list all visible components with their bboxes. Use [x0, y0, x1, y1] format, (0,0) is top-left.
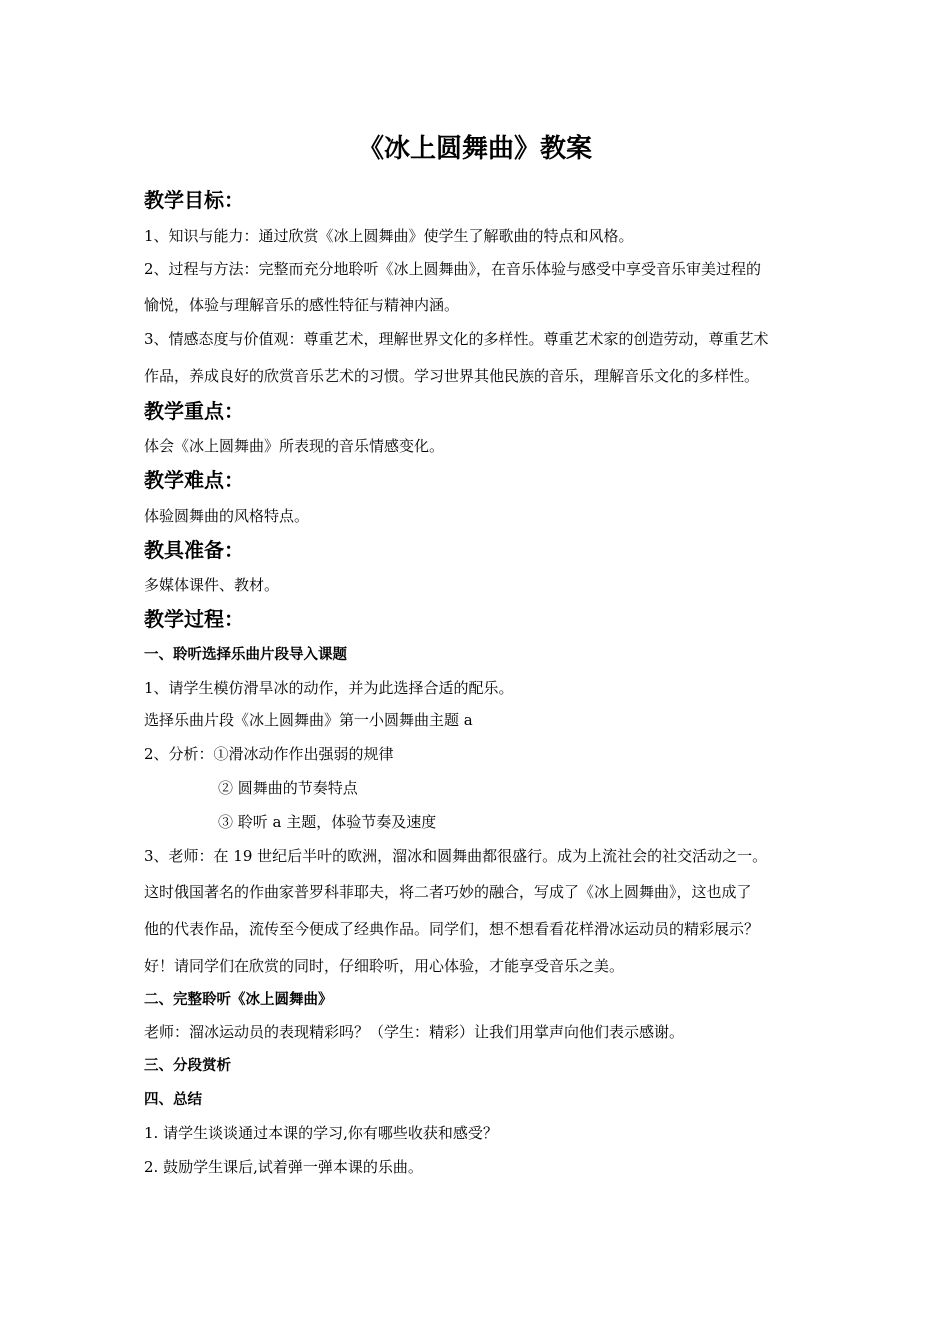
heading-process: 教学过程： — [144, 607, 244, 631]
process-part-1-line-7: 这时俄国著名的作曲家普罗科菲耶夫，将二者巧妙的融合，写成了《冰上圆舞曲》，这也成了 — [144, 883, 752, 901]
heading-materials: 教具准备： — [144, 538, 244, 562]
difficulties-text: 体验圆舞曲的风格特点。 — [144, 507, 310, 525]
process-part-1-line-9: 好！请同学们在欣赏的同时，仔细聆听，用心体验，才能享受音乐之美。 — [144, 957, 625, 975]
key-points-text: 体会《冰上圆舞曲》所表现的音乐情感变化。 — [144, 437, 445, 455]
heading-difficulties: 教学难点： — [144, 468, 244, 492]
process-part-1-line-8: 他的代表作品，流传至今便成了经典作品。同学们，想不想看看花样滑冰运动员的精彩展示？ — [144, 920, 760, 938]
goals-line-2a: 2、过程与方法：完整而充分地聆听《冰上圆舞曲》，在音乐体验与感受中享受音乐审美过程的 — [144, 260, 762, 278]
process-part-4-line-2: 2. 鼓励学生课后,试着弹一弹本课的乐曲。 — [144, 1158, 423, 1176]
goals-line-3a: 3、情感态度与价值观：尊重艺术，理解世界文化的多样性。尊重艺术家的创造劳动，尊重艺术 — [144, 330, 769, 348]
process-part-4-line-1: 1. 请学生谈谈通过本课的学习,你有哪些收获和感受？ — [144, 1124, 498, 1142]
process-part-1-line-4: ② 圆舞曲的节奏特点 — [218, 779, 358, 797]
goals-line-1: 1、知识与能力：通过欣赏《冰上圆舞曲》使学生了解歌曲的特点和风格。 — [144, 227, 634, 245]
process-part-1-heading: 一、聆听选择乐曲片段导入课题 — [144, 647, 347, 663]
process-part-1-line-3: 2、分析：①滑冰动作作出强弱的规律 — [144, 745, 394, 763]
process-part-2-line-1: 老师：溜冰运动员的表现精彩吗？（学生：精彩）让我们用掌声向他们表示感谢。 — [144, 1023, 685, 1041]
materials-text: 多媒体课件、教材。 — [144, 576, 280, 594]
heading-key-points: 教学重点： — [144, 399, 244, 423]
process-part-4-heading: 四、总结 — [144, 1092, 202, 1108]
process-part-1-line-6: 3、老师：在 19 世纪后半叶的欧洲，溜冰和圆舞曲都很盛行。成为上流社会的社交活动之一。 — [144, 847, 768, 865]
process-part-2-heading: 二、完整聆听《冰上圆舞曲》 — [144, 992, 333, 1008]
process-part-1-line-2: 选择乐曲片段《冰上圆舞曲》第一小圆舞曲主题 a — [144, 711, 473, 729]
process-part-3-heading: 三、分段赏析 — [144, 1058, 231, 1074]
process-part-1-line-1: 1、请学生模仿滑旱冰的动作，并为此选择合适的配乐。 — [144, 679, 514, 697]
heading-goals: 教学目标： — [144, 188, 244, 212]
goals-line-2b: 愉悦，体验与理解音乐的感性特征与精神内涵。 — [144, 296, 460, 314]
goals-line-3b: 作品，养成良好的欣赏音乐艺术的习惯。学习世界其他民族的音乐，理解音乐文化的多样性。 — [144, 367, 760, 385]
document-title: 《冰上圆舞曲》教案 — [357, 134, 592, 164]
process-part-1-line-5: ③ 聆听 a 主题，体验节奏及速度 — [218, 813, 437, 831]
